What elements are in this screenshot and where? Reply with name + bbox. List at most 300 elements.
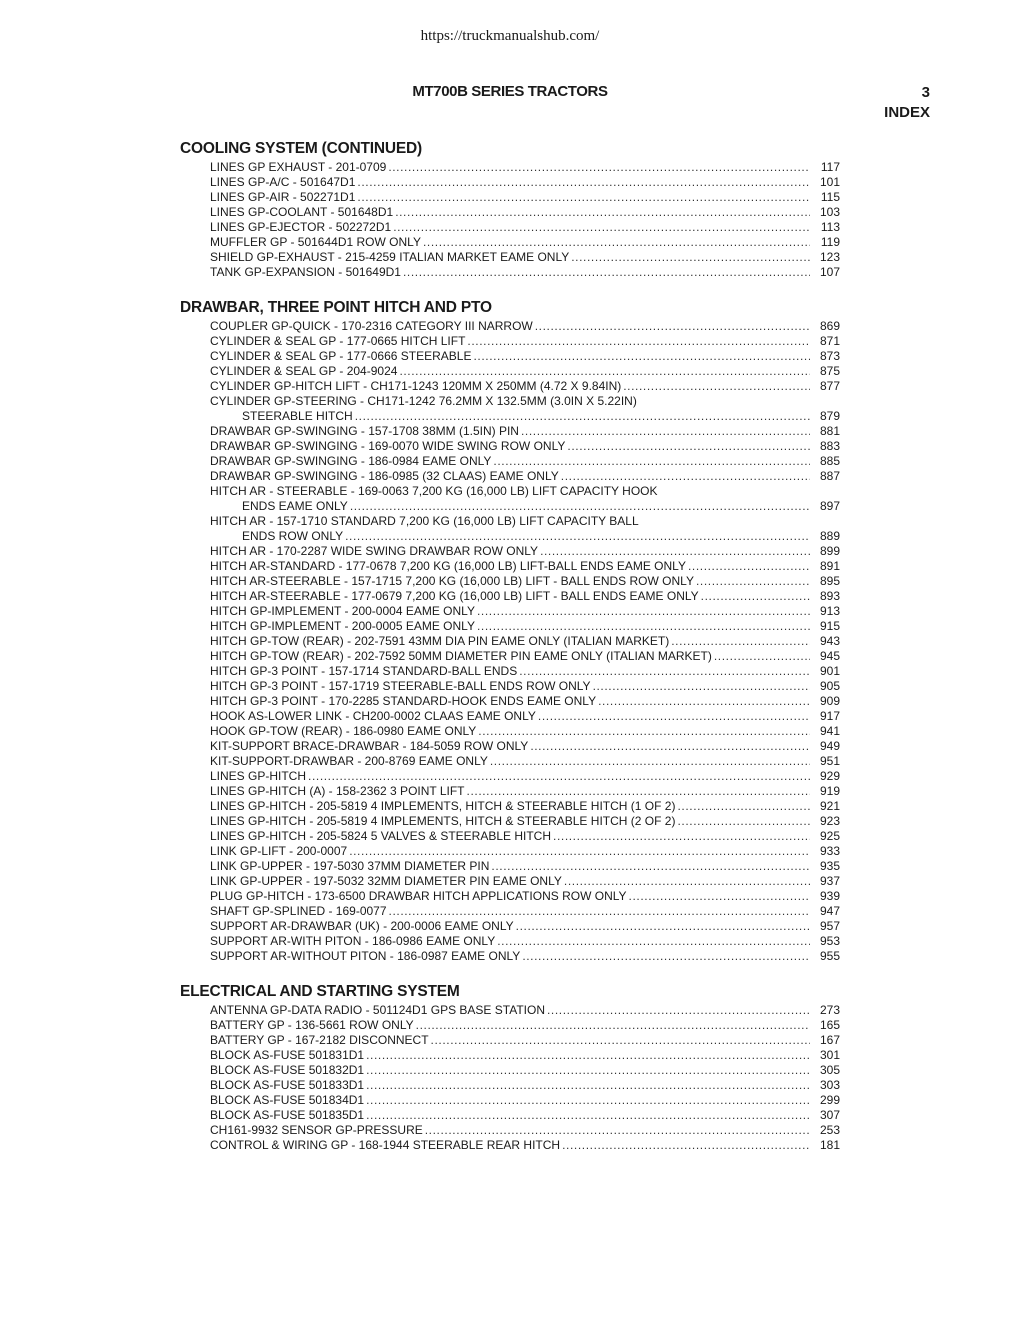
entry-text-line1: HITCH AR - 157-1710 STANDARD 7,200 KG (16,000 LB) LIFT CAPACITY BALL xyxy=(210,514,639,528)
entry-text: HITCH AR-STANDARD - 177-0678 7,200 KG (16,000 LB) LIFT-BALL ENDS EAME ONLY xyxy=(210,559,686,573)
entry-page-number[interactable]: 925 xyxy=(819,829,840,843)
entry-text: HITCH GP-TOW (REAR) - 202-7591 43MM DIA PIN EAME ONLY (ITALIAN MARKET) xyxy=(210,634,670,648)
index-entry[interactable] xyxy=(210,844,840,859)
dot-leader xyxy=(366,1048,810,1063)
dot-leader xyxy=(473,349,810,364)
dot-leader xyxy=(519,664,810,679)
dot-leader xyxy=(593,679,810,694)
entry-row xyxy=(210,250,840,265)
entry-row xyxy=(210,364,840,379)
entry-row xyxy=(210,1078,840,1093)
entry-page-number[interactable]: 119 xyxy=(820,235,840,249)
entry-page-number[interactable]: 115 xyxy=(820,190,840,204)
entry-text: HITCH GP-IMPLEMENT - 200-0005 EAME ONLY xyxy=(210,619,475,633)
entry-row xyxy=(210,544,840,559)
entry-page-number[interactable]: 949 xyxy=(819,739,840,753)
entry-row xyxy=(210,754,840,769)
dot-leader xyxy=(564,874,810,889)
dot-leader xyxy=(629,889,810,904)
dot-leader xyxy=(497,934,810,949)
entry-text: HITCH AR-STEERABLE - 157-1715 7,200 KG (16,000 LB) LIFT - BALL ENDS ROW ONLY xyxy=(210,574,694,588)
section-title: DRAWBAR, THREE POINT HITCH AND PTO xyxy=(180,299,492,316)
dot-leader xyxy=(553,829,810,844)
index-entry[interactable] xyxy=(210,205,840,220)
entry-row xyxy=(210,1108,840,1123)
entry-row xyxy=(210,694,840,709)
entry-page-number[interactable]: 165 xyxy=(819,1018,840,1032)
dot-leader xyxy=(425,1123,810,1138)
index-entry[interactable] xyxy=(210,250,840,265)
entry-row xyxy=(210,619,840,634)
entry-row xyxy=(210,1063,840,1078)
index-entry[interactable] xyxy=(210,904,840,919)
entry-row xyxy=(210,859,840,874)
entry-page-number[interactable]: 167 xyxy=(819,1033,840,1047)
index-entry[interactable] xyxy=(210,754,840,769)
entry-row xyxy=(210,1138,840,1153)
entry-row xyxy=(210,1123,840,1138)
entry-text: LINES GP EXHAUST - 201-0709 xyxy=(210,160,387,174)
dot-leader xyxy=(416,1018,810,1033)
index-entry[interactable] xyxy=(210,364,840,379)
dot-leader xyxy=(677,814,810,829)
dot-leader xyxy=(366,1093,810,1108)
entry-text: BLOCK AS-FUSE 501834D1 xyxy=(210,1093,365,1107)
dot-leader xyxy=(516,919,810,934)
page-label: INDEX xyxy=(884,104,930,121)
dot-leader xyxy=(357,190,810,205)
entry-row xyxy=(210,799,840,814)
index-entry[interactable] xyxy=(210,619,840,634)
dot-leader xyxy=(393,220,810,235)
entry-row xyxy=(210,175,840,190)
index-entry[interactable] xyxy=(210,694,840,709)
entry-page-number[interactable]: 899 xyxy=(819,544,840,558)
index-entry[interactable] xyxy=(210,814,840,829)
entry-page-number[interactable]: 101 xyxy=(819,175,840,189)
index-entry[interactable] xyxy=(210,769,840,784)
entry-page-number[interactable]: 305 xyxy=(819,1063,840,1077)
dot-leader xyxy=(399,364,810,379)
entry-page-number[interactable]: 273 xyxy=(819,1003,840,1017)
dot-leader xyxy=(357,175,810,190)
dot-leader xyxy=(431,1033,810,1048)
entry-text: LINES GP-HITCH (A) - 158-2362 3 POINT LIFT xyxy=(210,784,465,798)
index-entry[interactable] xyxy=(210,265,840,280)
entry-page-number[interactable]: 877 xyxy=(819,379,840,393)
entry-page-number[interactable]: 891 xyxy=(819,559,840,573)
entry-row xyxy=(210,235,840,250)
entry-row xyxy=(210,349,840,364)
entry-text: SUPPORT AR-DRAWBAR (UK) - 200-0006 EAME ONLY xyxy=(210,919,514,933)
index-entry[interactable] xyxy=(210,544,840,559)
entry-text: LINK GP-LIFT - 200-0007 xyxy=(210,844,348,858)
index-entry[interactable] xyxy=(210,829,840,844)
entry-text: HOOK GP-TOW (REAR) - 186-0980 EAME ONLY xyxy=(210,724,477,738)
entry-page-number[interactable]: 917 xyxy=(819,709,840,723)
index-entry[interactable] xyxy=(210,469,840,484)
entry-page-number[interactable]: 897 xyxy=(819,499,840,513)
index-content xyxy=(180,139,840,1171)
source-url[interactable]: https://truckmanualshub.com/ xyxy=(420,28,600,44)
dot-leader xyxy=(467,334,810,349)
index-entry[interactable] xyxy=(210,1093,840,1108)
index-entry[interactable] xyxy=(210,1063,840,1078)
entry-text: DRAWBAR GP-SWINGING - 186-0984 EAME ONLY xyxy=(210,454,492,468)
entry-page-number[interactable]: 915 xyxy=(819,619,840,633)
entry-row xyxy=(210,205,840,220)
dot-leader xyxy=(388,160,810,175)
entry-page-number[interactable]: 879 xyxy=(819,409,840,423)
dot-leader xyxy=(395,205,810,220)
entry-text: LINES GP-HITCH - 205-5824 5 VALVES & STEERABLE HITCH xyxy=(210,829,552,843)
entry-row xyxy=(210,529,840,544)
entry-row xyxy=(210,919,840,934)
entry-row xyxy=(210,319,840,334)
entry-page-number[interactable]: 885 xyxy=(819,454,840,468)
entry-page-number[interactable]: 893 xyxy=(819,589,840,603)
index-entry[interactable] xyxy=(210,799,840,814)
entry-row xyxy=(210,829,840,844)
dot-leader xyxy=(423,235,810,250)
index-entry[interactable] xyxy=(210,889,840,904)
index-entry[interactable] xyxy=(210,784,840,799)
entry-row xyxy=(210,574,840,589)
index-entry[interactable] xyxy=(210,439,840,454)
dot-leader xyxy=(540,544,810,559)
entry-row xyxy=(210,889,840,904)
entry-text: KIT-SUPPORT-DRAWBAR - 200-8769 EAME ONLY xyxy=(210,754,488,768)
dot-leader xyxy=(688,559,810,574)
entry-text: CYLINDER & SEAL GP - 177-0666 STEERABLE xyxy=(210,349,472,363)
entry-row xyxy=(210,874,840,889)
entry-text: DRAWBAR GP-SWINGING - 169-0070 WIDE SWING ROW ONLY xyxy=(210,439,566,453)
entry-page-number[interactable]: 933 xyxy=(819,844,840,858)
entry-row xyxy=(210,844,840,859)
entry-text: LINES GP-HITCH - 205-5819 4 IMPLEMENTS, HITCH & STEERABLE HITCH (2 OF 2) xyxy=(210,814,676,828)
dot-leader xyxy=(490,754,810,769)
entry-page-number[interactable]: 945 xyxy=(819,649,840,663)
entry-text: HITCH GP-3 POINT - 170-2285 STANDARD-HOOK ENDS EAME ONLY xyxy=(210,694,597,708)
entry-text: ENDS ROW ONLY xyxy=(242,529,344,543)
index-entry[interactable] xyxy=(210,709,840,724)
entry-page-number[interactable]: 941 xyxy=(819,724,840,738)
section-title: COOLING SYSTEM (CONTINUED) xyxy=(180,140,422,157)
index-entry[interactable] xyxy=(210,1123,840,1138)
entry-page-number[interactable]: 103 xyxy=(819,205,840,219)
entry-page-number[interactable]: 923 xyxy=(819,814,840,828)
entry-text: PLUG GP-HITCH - 173-6500 DRAWBAR HITCH APPLICATIONS ROW ONLY xyxy=(210,889,627,903)
index-entry[interactable] xyxy=(210,934,840,949)
entry-text: HITCH AR-STEERABLE - 177-0679 7,200 KG (16,000 LB) LIFT - BALL ENDS EAME ONLY xyxy=(210,589,699,603)
index-entry[interactable] xyxy=(210,160,840,175)
entry-text: HOOK AS-LOWER LINK - CH200-0002 CLAAS EAME ONLY xyxy=(210,709,536,723)
entry-text: HITCH AR - 170-2287 WIDE SWING DRAWBAR ROW ONLY xyxy=(210,544,539,558)
entry-text: SUPPORT AR-WITHOUT PITON - 186-0987 EAME ONLY xyxy=(210,949,521,963)
dot-leader xyxy=(538,709,810,724)
dot-leader xyxy=(623,379,810,394)
entry-row xyxy=(210,739,840,754)
index-entry[interactable] xyxy=(210,190,840,205)
dot-leader xyxy=(567,439,810,454)
dot-leader xyxy=(366,1078,810,1093)
entry-text: BLOCK AS-FUSE 501832D1 xyxy=(210,1063,365,1077)
entry-row xyxy=(210,724,840,739)
entry-page-number[interactable]: 301 xyxy=(819,1048,840,1062)
dot-leader xyxy=(467,784,810,799)
dot-leader xyxy=(493,454,810,469)
entry-page-number[interactable]: 901 xyxy=(819,664,840,678)
entry-row xyxy=(210,949,840,964)
entry-page-number[interactable]: 303 xyxy=(819,1078,840,1092)
page-header-right xyxy=(884,83,930,123)
index-entry[interactable] xyxy=(210,175,840,190)
dot-leader xyxy=(696,574,810,589)
section-title: ELECTRICAL AND STARTING SYSTEM xyxy=(180,983,460,1000)
entry-page-number[interactable]: 957 xyxy=(819,919,840,933)
entry-text: LINES GP-AIR - 502271D1 xyxy=(210,190,356,204)
entry-text: CYLINDER & SEAL GP - 177-0665 HITCH LIFT xyxy=(210,334,466,348)
index-entry[interactable] xyxy=(210,1108,840,1123)
entry-page-number[interactable]: 181 xyxy=(819,1138,840,1152)
index-entry[interactable] xyxy=(210,739,840,754)
entry-page-number[interactable]: 939 xyxy=(819,889,840,903)
entry-row xyxy=(210,934,840,949)
dot-leader xyxy=(535,319,810,334)
entry-text: CYLINDER & SEAL GP - 204-9024 xyxy=(210,364,398,378)
entry-row xyxy=(210,904,840,919)
index-entry[interactable] xyxy=(210,559,840,574)
dot-leader xyxy=(598,694,810,709)
index-entry[interactable] xyxy=(210,649,840,664)
dot-leader xyxy=(701,589,810,604)
entry-row xyxy=(210,784,840,799)
entry-row xyxy=(210,604,840,619)
entry-text: BATTERY GP - 136-5661 ROW ONLY xyxy=(210,1018,414,1032)
entry-text: LINES GP-COOLANT - 501648D1 xyxy=(210,205,394,219)
entry-text: KIT-SUPPORT BRACE-DRAWBAR - 184-5059 ROW ONLY xyxy=(210,739,529,753)
entry-page-number[interactable]: 299 xyxy=(819,1093,840,1107)
entry-page-number[interactable]: 107 xyxy=(819,265,840,279)
dot-leader xyxy=(350,499,810,514)
index-entry[interactable] xyxy=(210,919,840,934)
index-entry[interactable] xyxy=(210,349,840,364)
entry-row xyxy=(210,220,840,235)
index-entry[interactable] xyxy=(210,235,840,250)
dot-leader xyxy=(547,1003,810,1018)
entry-row xyxy=(210,424,840,439)
entry-row xyxy=(210,649,840,664)
entry-text: BLOCK AS-FUSE 501831D1 xyxy=(210,1048,365,1062)
entry-text: LINES GP-EJECTOR - 502272D1 xyxy=(210,220,392,234)
entry-page-number[interactable]: 253 xyxy=(819,1123,840,1137)
entry-text: HITCH GP-3 POINT - 157-1719 STEERABLE-BALL ENDS ROW ONLY xyxy=(210,679,591,693)
index-entry[interactable] xyxy=(210,874,840,889)
entry-page-number[interactable]: 909 xyxy=(819,694,840,708)
entry-row xyxy=(210,469,840,484)
index-entry[interactable] xyxy=(210,664,840,679)
document-title: MT700B SERIES TRACTORS xyxy=(412,83,608,100)
index-entry[interactable] xyxy=(210,724,840,739)
dot-leader xyxy=(522,949,810,964)
entry-text: SHIELD GP-EXHAUST - 215-4259 ITALIAN MARKET EAME ONLY xyxy=(210,250,570,264)
dot-leader xyxy=(349,844,810,859)
entry-page-number[interactable]: 947 xyxy=(819,904,840,918)
entry-text: SUPPORT AR-WITH PITON - 186-0986 EAME ONLY xyxy=(210,934,496,948)
dot-leader xyxy=(477,604,810,619)
entry-row xyxy=(210,190,840,205)
entry-page-number[interactable]: 875 xyxy=(819,364,840,378)
entry-page-number[interactable]: 955 xyxy=(819,949,840,963)
dot-leader xyxy=(308,769,810,784)
entry-text: LINK GP-UPPER - 197-5032 32MM DIAMETER PIN EAME ONLY xyxy=(210,874,562,888)
index-entry[interactable] xyxy=(210,1138,840,1153)
entry-row xyxy=(210,1093,840,1108)
entry-text: LINES GP-HITCH - 205-5819 4 IMPLEMENTS, HITCH & STEERABLE HITCH (1 OF 2) xyxy=(210,799,676,813)
entry-text: LINES GP-HITCH xyxy=(210,769,307,783)
entry-text: BLOCK AS-FUSE 501835D1 xyxy=(210,1108,365,1122)
index-entry[interactable] xyxy=(210,334,840,349)
entry-row xyxy=(210,265,840,280)
entry-text: CYLINDER GP-HITCH LIFT - CH171-1243 120MM X 250MM (4.72 X 9.84IN) xyxy=(210,379,622,393)
entry-text: HITCH GP-IMPLEMENT - 200-0004 EAME ONLY xyxy=(210,604,475,618)
index-entry[interactable] xyxy=(210,394,840,424)
index-entry[interactable] xyxy=(210,1033,840,1048)
index-entry[interactable] xyxy=(210,1003,840,1018)
entry-row xyxy=(210,160,840,175)
entry-text: ANTENNA GP-DATA RADIO - 501124D1 GPS BASE STATION xyxy=(210,1003,545,1017)
index-entry[interactable] xyxy=(210,319,840,334)
entry-text: CONTROL & WIRING GP - 168-1944 STEERABLE REAR HITCH xyxy=(210,1138,561,1152)
entry-row xyxy=(210,769,840,784)
entry-text: STEERABLE HITCH xyxy=(242,409,353,423)
index-entry[interactable] xyxy=(210,574,840,589)
entry-row xyxy=(210,679,840,694)
entry-row xyxy=(210,589,840,604)
dot-leader xyxy=(714,649,810,664)
index-entry[interactable] xyxy=(210,949,840,964)
index-section xyxy=(180,982,840,1153)
entry-text: CH161-9932 SENSOR GP-PRESSURE xyxy=(210,1123,423,1137)
entry-row xyxy=(210,1033,840,1048)
index-entry[interactable] xyxy=(210,589,840,604)
dot-leader xyxy=(671,634,810,649)
entry-text: LINES GP-A/C - 501647D1 xyxy=(210,175,356,189)
entry-page-number[interactable]: 873 xyxy=(819,349,840,363)
entry-page-number[interactable]: 951 xyxy=(819,754,840,768)
entry-page-number[interactable]: 883 xyxy=(819,439,840,453)
entry-row xyxy=(210,334,840,349)
page-number: 3 xyxy=(921,84,930,101)
entry-page-number[interactable]: 881 xyxy=(819,424,840,438)
dot-leader xyxy=(491,859,810,874)
entry-row xyxy=(210,379,840,394)
dot-leader xyxy=(355,409,810,424)
entry-text: HITCH GP-TOW (REAR) - 202-7592 50MM DIAMETER PIN EAME ONLY (ITALIAN MARKET) xyxy=(210,649,712,663)
index-entry[interactable] xyxy=(210,679,840,694)
dot-leader xyxy=(561,469,810,484)
entry-page-number[interactable]: 869 xyxy=(819,319,840,333)
entry-page-number[interactable]: 123 xyxy=(819,250,840,264)
index-entry[interactable] xyxy=(210,1048,840,1063)
index-section xyxy=(180,298,840,964)
dot-leader xyxy=(366,1108,810,1123)
index-section xyxy=(180,139,840,280)
entry-text: LINK GP-UPPER - 197-5030 37MM DIAMETER PIN xyxy=(210,859,490,873)
entry-text: TANK GP-EXPANSION - 501649D1 xyxy=(210,265,401,279)
entry-row xyxy=(210,559,840,574)
dot-leader xyxy=(530,739,810,754)
entry-page-number[interactable]: 913 xyxy=(819,604,840,618)
entry-row xyxy=(210,1018,840,1033)
entry-page-number[interactable]: 889 xyxy=(819,529,840,543)
entry-text: BATTERY GP - 167-2182 DISCONNECT xyxy=(210,1033,429,1047)
index-entry[interactable] xyxy=(210,514,840,544)
entry-page-number[interactable]: 871 xyxy=(819,334,840,348)
entry-text: SHAFT GP-SPLINED - 169-0077 xyxy=(210,904,387,918)
dot-leader xyxy=(478,724,810,739)
entry-text: DRAWBAR GP-SWINGING - 157-1708 38MM (1.5IN) PIN xyxy=(210,424,519,438)
entry-page-number[interactable]: 117 xyxy=(820,160,840,174)
dot-leader xyxy=(571,250,810,265)
dot-leader xyxy=(677,799,810,814)
index-entry[interactable] xyxy=(210,604,840,619)
dot-leader xyxy=(477,619,810,634)
entry-page-number[interactable]: 905 xyxy=(819,679,840,693)
index-entry[interactable] xyxy=(210,859,840,874)
entry-page-number[interactable]: 895 xyxy=(819,574,840,588)
entry-page-number[interactable]: 929 xyxy=(819,769,840,783)
index-entry[interactable] xyxy=(210,454,840,469)
entry-page-number[interactable]: 943 xyxy=(819,634,840,648)
entry-text-line1: HITCH AR - STEERABLE - 169-0063 7,200 KG (16,000 LB) LIFT CAPACITY HOOK xyxy=(210,484,658,498)
entry-page-number[interactable]: 113 xyxy=(820,220,840,234)
entry-page-number[interactable]: 921 xyxy=(819,799,840,813)
index-entry[interactable] xyxy=(210,424,840,439)
entry-page-number[interactable]: 953 xyxy=(819,934,840,948)
entry-row xyxy=(210,439,840,454)
index-entry[interactable] xyxy=(210,379,840,394)
entry-text: DRAWBAR GP-SWINGING - 186-0985 (32 CLAAS) EAME ONLY xyxy=(210,469,559,483)
entry-text: COUPLER GP-QUICK - 170-2316 CATEGORY III NARROW xyxy=(210,319,533,333)
entry-page-number[interactable]: 937 xyxy=(819,874,840,888)
entry-row xyxy=(210,814,840,829)
entry-text: HITCH GP-3 POINT - 157-1714 STANDARD-BALL ENDS xyxy=(210,664,518,678)
index-entry[interactable] xyxy=(210,1078,840,1093)
entry-row xyxy=(210,454,840,469)
entry-row xyxy=(210,1003,840,1018)
entry-row xyxy=(210,499,840,514)
index-entry[interactable] xyxy=(210,220,840,235)
dot-leader xyxy=(562,1138,810,1153)
entry-text: MUFFLER GP - 501644D1 ROW ONLY xyxy=(210,235,421,249)
dot-leader xyxy=(521,424,810,439)
entry-row xyxy=(210,634,840,649)
entry-row xyxy=(210,664,840,679)
index-entry[interactable] xyxy=(210,634,840,649)
entry-page-number[interactable]: 307 xyxy=(819,1108,840,1122)
dot-leader xyxy=(366,1063,810,1078)
entry-page-number[interactable]: 935 xyxy=(819,859,840,873)
dot-leader xyxy=(389,904,810,919)
index-entry[interactable] xyxy=(210,484,840,514)
index-entry[interactable] xyxy=(210,1018,840,1033)
entry-row xyxy=(210,1048,840,1063)
entry-page-number[interactable]: 919 xyxy=(819,784,840,798)
dot-leader xyxy=(345,529,810,544)
entry-row xyxy=(210,409,840,424)
entry-page-number[interactable]: 887 xyxy=(819,469,840,483)
